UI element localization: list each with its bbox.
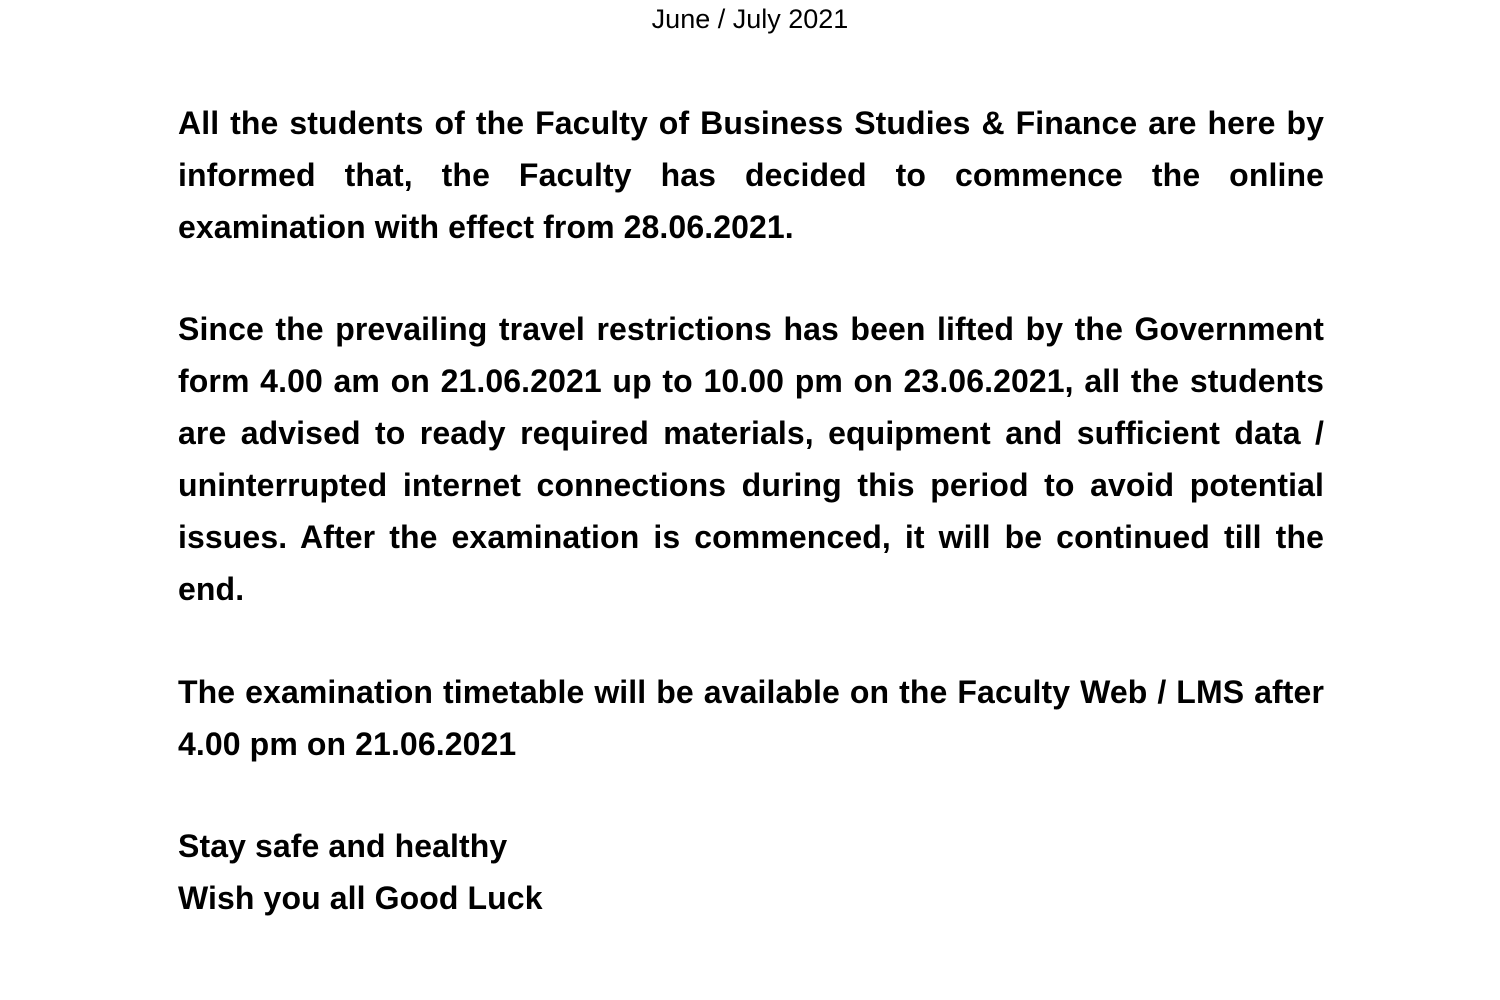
notice-paragraph-timetable: The examination timetable will be available on the Faculty Web / LMS after 4.00 pm on 21.06.2021 [178,674,1324,762]
date-heading: June / July 2021 [651,4,849,34]
closing-line-good-luck: Wish you all Good Luck [178,880,543,916]
notice-paragraph-exam-commencement: All the students of the Faculty of Business Studies & Finance are here by informed that, the Faculty has decided to commence the online examination with effect from 28.06.2021. [178,105,1324,245]
closing-block [178,820,1324,924]
notice-paragraph-travel-restrictions: Since the prevailing travel restrictions has been lifted by the Government form 4.00 am on 21.06.2021 up to 10.00 pm on 23.06.2021, all the students are advised to ready required materials, equipment and sufficient data / uninterrupted internet connections during this period to avoid potential issues. After the examination is commenced, it will be continued till the end. [178,311,1324,607]
closing-line-stay-safe: Stay safe and healthy [178,828,508,864]
